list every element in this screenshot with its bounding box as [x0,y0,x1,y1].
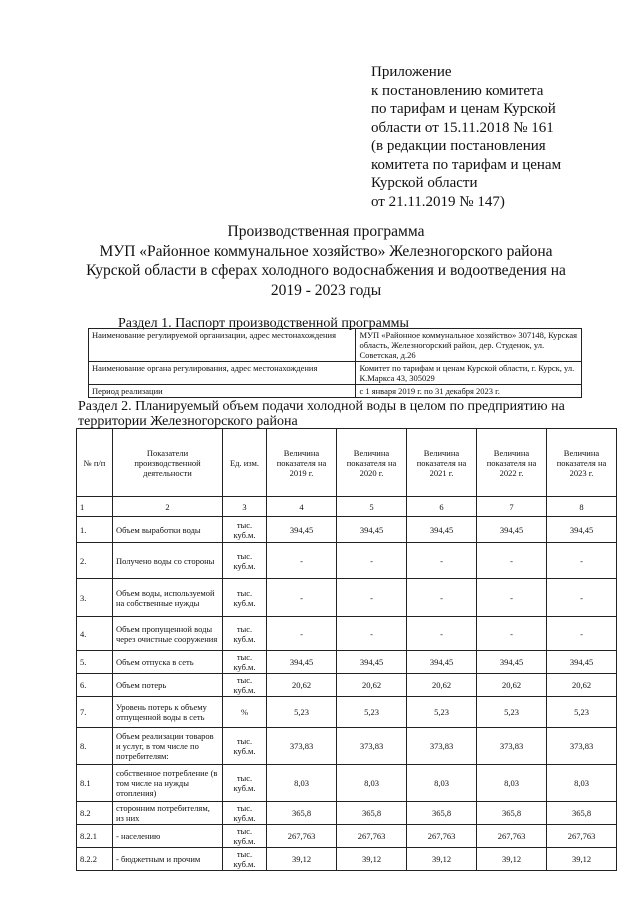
row-value: 394,45 [407,517,477,543]
row-value: 394,45 [267,517,337,543]
row-value: 5,23 [267,697,337,728]
row-unit: тыс. куб.м. [223,517,267,543]
passport-table [88,328,582,398]
row-value: - [477,543,547,579]
table-row [77,848,617,871]
row-value: - [337,543,407,579]
row-value: 8,03 [267,765,337,802]
table-row [77,543,617,579]
passport-value: с 1 января 2019 г. по 31 декабря 2023 г. [356,385,582,398]
row-value: - [547,579,617,617]
column-number: 2 [113,497,223,517]
title-line: 2019 - 2023 годы [270,281,382,299]
row-indicator: Уровень потерь к объему отпущенной воды в сеть [113,697,223,728]
title-line: Производственная программа [227,223,425,240]
header-cell: № п/п [77,429,113,497]
appendix-line: от 21.11.2019 № 147) [371,193,505,210]
passport-value: МУП «Районное коммунальное хозяйство» 307148, Курская область, Железногорский район, дер. Студенок, ул. Советская, д.26 [356,329,582,362]
row-unit: % [223,697,267,728]
row-value: 365,8 [407,802,477,825]
row-number: 3. [77,579,113,617]
table-row [77,517,617,543]
row-value: 5,23 [407,697,477,728]
passport-label: Период реализации [89,385,356,398]
row-value: 394,45 [267,651,337,674]
row-unit: тыс. куб.м. [223,579,267,617]
row-value: 394,45 [407,651,477,674]
row-number: 2. [77,543,113,579]
appendix-line: Приложение [371,64,452,80]
row-value: 373,83 [477,728,547,765]
row-value: 5,23 [547,697,617,728]
title-line: Курской области в сферах холодного водоснабжения и водоотведения на [86,262,566,279]
row-value: 20,62 [547,674,617,697]
row-value: 39,12 [407,848,477,871]
column-number: 8 [547,497,617,517]
row-value: 8,03 [547,765,617,802]
row-indicator: Объем отпуска в сеть [113,651,223,674]
row-value: 267,763 [407,825,477,848]
row-value: - [477,579,547,617]
row-value: - [407,543,477,579]
row-unit: тыс. куб.м. [223,617,267,651]
row-indicator: Объем потерь [113,674,223,697]
row-unit: тыс. куб.м. [223,728,267,765]
row-value: - [267,579,337,617]
appendix-line: (в редакции постановления [371,138,546,154]
appendix-line: по тарифам и ценам Курской [371,101,556,117]
row-value: 373,83 [407,728,477,765]
row-value: 8,03 [477,765,547,802]
header-cell: Величина показателя на 2019 г. [267,429,337,497]
column-number: 4 [267,497,337,517]
appendix-line: к постановлению комитета [371,82,544,99]
row-indicator: - населению [113,825,223,848]
row-unit: тыс. куб.м. [223,802,267,825]
row-value: - [337,579,407,617]
row-value: - [267,617,337,651]
row-value: 394,45 [337,651,407,674]
table-row [77,825,617,848]
row-value: 394,45 [337,517,407,543]
row-value: 20,62 [267,674,337,697]
row-value: 365,8 [477,802,547,825]
passport-row [89,362,582,385]
row-value: 8,03 [337,765,407,802]
row-value: 39,12 [477,848,547,871]
row-indicator: Объем выработки воды [113,517,223,543]
section2-heading: Раздел 2. Планируемый объем подачи холодной воды в целом по предприятию на территории Железногорского района [78,399,565,429]
row-indicator: Объем воды, используемой на собственные нужды [113,579,223,617]
passport-row [89,385,582,398]
row-indicator: собственное потребление (в том числе на нужды отопления) [113,765,223,802]
appendix-line: области от 15.11.2018 № 161 [371,119,554,136]
passport-label: Наименование регулируемой организации, адрес местонахождения [89,329,356,362]
column-number: 1 [77,497,113,517]
row-value: 394,45 [477,651,547,674]
passport-row [89,329,582,362]
row-number: 6. [77,674,113,697]
row-value: 39,12 [337,848,407,871]
row-value: - [337,617,407,651]
header-cell: Величина показателя на 2022 г. [477,429,547,497]
row-value: 267,763 [477,825,547,848]
row-value: 5,23 [337,697,407,728]
row-number: 1. [77,517,113,543]
row-unit: тыс. куб.м. [223,543,267,579]
row-unit: тыс. куб.м. [223,825,267,848]
row-value: 267,763 [337,825,407,848]
row-unit: тыс. куб.м. [223,674,267,697]
table-row [77,651,617,674]
row-indicator: Объем реализации товаров и услуг, в том числе по потребителям: [113,728,223,765]
row-value: - [547,617,617,651]
column-number: 6 [407,497,477,517]
table-row [77,802,617,825]
table-row [77,728,617,765]
appendix-note [371,63,611,211]
table-header-row [77,429,617,497]
row-unit: тыс. куб.м. [223,848,267,871]
row-indicator: Объем пропущенной воды через очистные сооружения [113,617,223,651]
row-value: 373,83 [337,728,407,765]
section1-heading: Раздел 1. Паспорт производственной программы [118,316,409,331]
row-number: 8.2.1 [77,825,113,848]
row-value: 267,763 [547,825,617,848]
row-value: 39,12 [267,848,337,871]
column-number: 5 [337,497,407,517]
appendix-line: комитета по тарифам и ценам [371,156,562,173]
row-value: - [477,617,547,651]
row-value: 8,03 [407,765,477,802]
row-value: 373,83 [267,728,337,765]
row-unit: тыс. куб.м. [223,651,267,674]
table-row [77,674,617,697]
passport-value: Комитет по тарифам и ценам Курской области, г. Курск, ул. К.Маркса 43, 305029 [356,362,582,385]
row-value: 365,8 [267,802,337,825]
row-number: 4. [77,617,113,651]
row-number: 8.2 [77,802,113,825]
row-indicator: сторонним потребителям, из них [113,802,223,825]
row-value: 394,45 [547,651,617,674]
row-value: 20,62 [477,674,547,697]
row-value: 365,8 [337,802,407,825]
row-number: 8.2.2 [77,848,113,871]
water-volume-table [76,428,617,871]
row-number: 7. [77,697,113,728]
header-cell: Ед. изм. [223,429,267,497]
row-number: 8. [77,728,113,765]
row-value: 20,62 [337,674,407,697]
column-number-row [77,497,617,517]
row-value: 394,45 [547,517,617,543]
column-number: 7 [477,497,547,517]
header-cell: Показатели производственной деятельности [113,429,223,497]
row-number: 8.1 [77,765,113,802]
row-indicator: Получено воды со стороны [113,543,223,579]
appendix-line: Курской области [371,175,478,191]
table-row [77,617,617,651]
row-number: 5. [77,651,113,674]
row-value: 373,83 [547,728,617,765]
passport-label: Наименование органа регулирования, адрес местонахождения [89,362,356,385]
table-row [77,579,617,617]
row-value: 394,45 [477,517,547,543]
row-unit: тыс. куб.м. [223,765,267,802]
row-value: - [407,617,477,651]
column-number: 3 [223,497,267,517]
row-value: 39,12 [547,848,617,871]
header-cell: Величина показателя на 2021 г. [407,429,477,497]
row-value: 20,62 [407,674,477,697]
table-row [77,697,617,728]
title-line: МУП «Районное коммунальное хозяйство» Железногорского района [99,242,553,260]
row-value: - [547,543,617,579]
table-row [77,765,617,802]
row-value: - [267,543,337,579]
row-value: 365,8 [547,802,617,825]
header-cell: Величина показателя на 2020 г. [337,429,407,497]
row-indicator: - бюджетным и прочим [113,848,223,871]
header-cell: Величина показателя на 2023 г. [547,429,617,497]
row-value: 267,763 [267,825,337,848]
document-title [40,222,612,300]
row-value: - [407,579,477,617]
row-value: 5,23 [477,697,547,728]
